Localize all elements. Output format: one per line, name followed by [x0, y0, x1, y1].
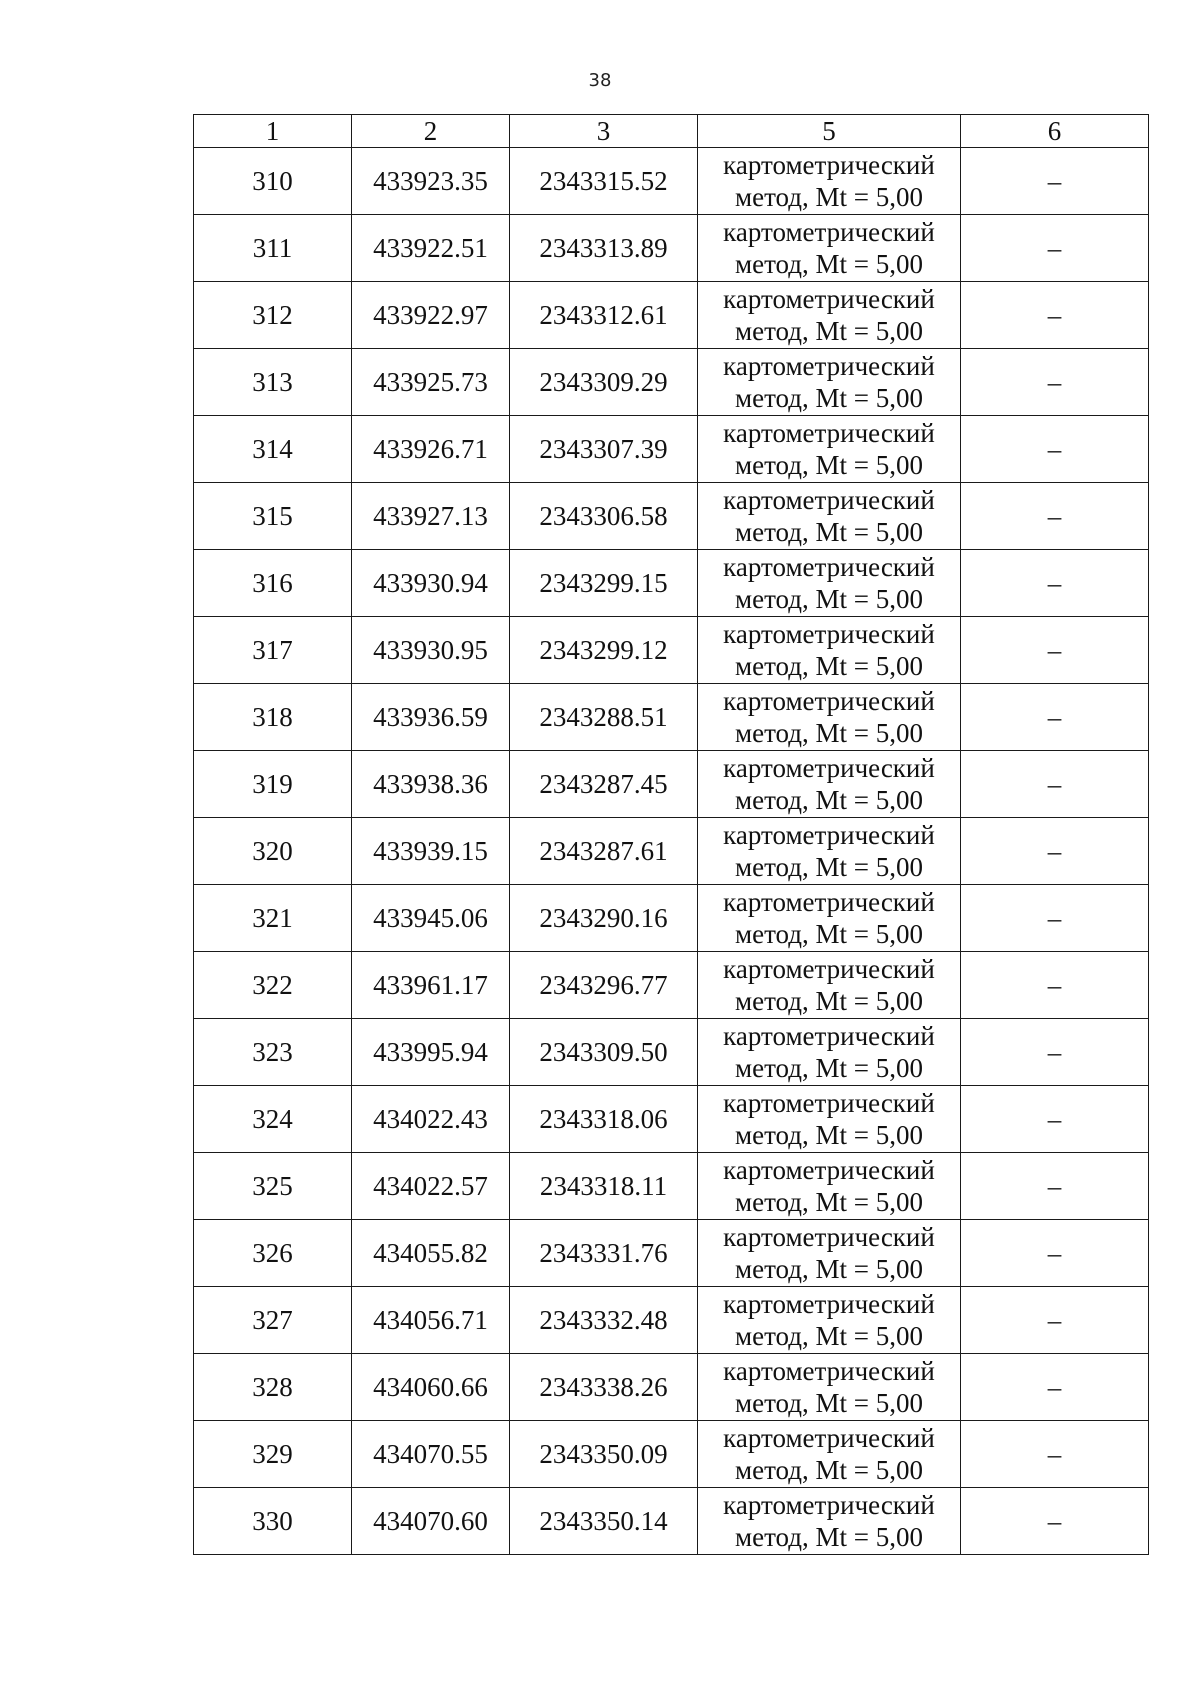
x-coordinate-cell: 433930.95 [352, 617, 510, 684]
x-coordinate-cell: 433923.35 [352, 148, 510, 215]
method-name: картометрический [723, 820, 935, 850]
method-name: картометрический [723, 284, 935, 314]
table-row [194, 282, 1149, 349]
note-cell: – [961, 1086, 1149, 1153]
y-coordinate-cell: 2343318.06 [510, 1086, 698, 1153]
x-coordinate-cell: 434060.66 [352, 1354, 510, 1421]
y-coordinate-cell: 2343312.61 [510, 282, 698, 349]
header-col-2: 2 [352, 115, 510, 148]
point-number-cell: 314 [194, 416, 352, 483]
x-coordinate-cell: 433936.59 [352, 684, 510, 751]
table-row [194, 215, 1149, 282]
method-name: картометрический [723, 1490, 935, 1520]
table-row [194, 952, 1149, 1019]
table-row [194, 1019, 1149, 1086]
y-coordinate-cell: 2343290.16 [510, 885, 698, 952]
header-col-6: 6 [961, 115, 1149, 148]
y-coordinate-cell: 2343318.11 [510, 1153, 698, 1220]
y-coordinate-cell: 2343338.26 [510, 1354, 698, 1421]
y-coordinate-cell: 2343299.15 [510, 550, 698, 617]
table-row [194, 148, 1149, 215]
method-cell [698, 215, 961, 282]
method-cell [698, 1354, 961, 1421]
table-row [194, 617, 1149, 684]
point-number-cell: 317 [194, 617, 352, 684]
point-number-cell: 311 [194, 215, 352, 282]
method-accuracy: метод, Mt = 5,00 [735, 651, 923, 681]
method-accuracy: метод, Mt = 5,00 [735, 249, 923, 279]
point-number-cell: 321 [194, 885, 352, 952]
note-cell: – [961, 1153, 1149, 1220]
table-row [194, 1153, 1149, 1220]
x-coordinate-cell: 433938.36 [352, 751, 510, 818]
y-coordinate-cell: 2343309.50 [510, 1019, 698, 1086]
y-coordinate-cell: 2343307.39 [510, 416, 698, 483]
method-accuracy: метод, Mt = 5,00 [735, 1187, 923, 1217]
method-name: картометрический [723, 150, 935, 180]
point-number-cell: 312 [194, 282, 352, 349]
note-cell: – [961, 1287, 1149, 1354]
note-cell: – [961, 1421, 1149, 1488]
method-accuracy: метод, Mt = 5,00 [735, 1053, 923, 1083]
header-col-1: 1 [194, 115, 352, 148]
point-number-cell: 323 [194, 1019, 352, 1086]
method-name: картометрический [723, 418, 935, 448]
table-row [194, 349, 1149, 416]
table-header [194, 115, 1149, 148]
note-cell: – [961, 148, 1149, 215]
y-coordinate-cell: 2343332.48 [510, 1287, 698, 1354]
method-accuracy: метод, Mt = 5,00 [735, 919, 923, 949]
x-coordinate-cell: 434055.82 [352, 1220, 510, 1287]
coordinates-table [193, 114, 1149, 1555]
method-name: картометрический [723, 1289, 935, 1319]
y-coordinate-cell: 2343331.76 [510, 1220, 698, 1287]
note-cell: – [961, 483, 1149, 550]
table-row [194, 416, 1149, 483]
table-row [194, 483, 1149, 550]
note-cell: – [961, 1220, 1149, 1287]
point-number-cell: 329 [194, 1421, 352, 1488]
note-cell: – [961, 684, 1149, 751]
method-cell [698, 1019, 961, 1086]
y-coordinate-cell: 2343313.89 [510, 215, 698, 282]
x-coordinate-cell: 434022.57 [352, 1153, 510, 1220]
method-accuracy: метод, Mt = 5,00 [735, 785, 923, 815]
method-cell [698, 148, 961, 215]
y-coordinate-cell: 2343299.12 [510, 617, 698, 684]
point-number-cell: 330 [194, 1488, 352, 1555]
point-number-cell: 327 [194, 1287, 352, 1354]
point-number-cell: 318 [194, 684, 352, 751]
point-number-cell: 313 [194, 349, 352, 416]
method-accuracy: метод, Mt = 5,00 [735, 718, 923, 748]
method-cell [698, 1421, 961, 1488]
point-number-cell: 310 [194, 148, 352, 215]
method-accuracy: метод, Mt = 5,00 [735, 316, 923, 346]
note-cell: – [961, 215, 1149, 282]
table-row [194, 1287, 1149, 1354]
method-cell [698, 885, 961, 952]
note-cell: – [961, 550, 1149, 617]
header-col-3: 3 [510, 115, 698, 148]
x-coordinate-cell: 434070.55 [352, 1421, 510, 1488]
x-coordinate-cell: 433930.94 [352, 550, 510, 617]
method-name: картометрический [723, 217, 935, 247]
method-accuracy: метод, Mt = 5,00 [735, 1522, 923, 1552]
method-accuracy: метод, Mt = 5,00 [735, 1388, 923, 1418]
point-number-cell: 324 [194, 1086, 352, 1153]
method-name: картометрический [723, 1088, 935, 1118]
y-coordinate-cell: 2343288.51 [510, 684, 698, 751]
y-coordinate-cell: 2343350.09 [510, 1421, 698, 1488]
method-cell [698, 684, 961, 751]
method-cell [698, 617, 961, 684]
note-cell: – [961, 282, 1149, 349]
method-name: картометрический [723, 954, 935, 984]
note-cell: – [961, 617, 1149, 684]
header-row [194, 115, 1149, 148]
x-coordinate-cell: 433945.06 [352, 885, 510, 952]
table-row [194, 1220, 1149, 1287]
y-coordinate-cell: 2343309.29 [510, 349, 698, 416]
x-coordinate-cell: 433939.15 [352, 818, 510, 885]
method-name: картометрический [723, 753, 935, 783]
table-row [194, 550, 1149, 617]
note-cell: – [961, 1354, 1149, 1421]
method-cell [698, 416, 961, 483]
table-row [194, 684, 1149, 751]
point-number-cell: 322 [194, 952, 352, 1019]
method-name: картометрический [723, 1356, 935, 1386]
x-coordinate-cell: 433925.73 [352, 349, 510, 416]
method-name: картометрический [723, 1423, 935, 1453]
note-cell: – [961, 416, 1149, 483]
method-accuracy: метод, Mt = 5,00 [735, 986, 923, 1016]
note-cell: – [961, 818, 1149, 885]
point-number-cell: 319 [194, 751, 352, 818]
x-coordinate-cell: 434056.71 [352, 1287, 510, 1354]
note-cell: – [961, 1019, 1149, 1086]
x-coordinate-cell: 433995.94 [352, 1019, 510, 1086]
method-cell [698, 751, 961, 818]
note-cell: – [961, 349, 1149, 416]
method-accuracy: метод, Mt = 5,00 [735, 182, 923, 212]
table-row [194, 1488, 1149, 1555]
method-accuracy: метод, Mt = 5,00 [735, 584, 923, 614]
method-cell [698, 818, 961, 885]
method-accuracy: метод, Mt = 5,00 [735, 1455, 923, 1485]
point-number-cell: 315 [194, 483, 352, 550]
x-coordinate-cell: 433922.97 [352, 282, 510, 349]
table-row [194, 751, 1149, 818]
method-name: картометрический [723, 1155, 935, 1185]
method-name: картометрический [723, 552, 935, 582]
method-cell [698, 1488, 961, 1555]
point-number-cell: 316 [194, 550, 352, 617]
method-cell [698, 282, 961, 349]
table-row [194, 885, 1149, 952]
method-cell [698, 1153, 961, 1220]
method-accuracy: метод, Mt = 5,00 [735, 1254, 923, 1284]
x-coordinate-cell: 433926.71 [352, 416, 510, 483]
method-accuracy: метод, Mt = 5,00 [735, 383, 923, 413]
method-name: картометрический [723, 887, 935, 917]
x-coordinate-cell: 433922.51 [352, 215, 510, 282]
method-accuracy: метод, Mt = 5,00 [735, 1120, 923, 1150]
note-cell: – [961, 1488, 1149, 1555]
x-coordinate-cell: 433927.13 [352, 483, 510, 550]
method-name: картометрический [723, 485, 935, 515]
method-name: картометрический [723, 686, 935, 716]
method-name: картометрический [723, 1222, 935, 1252]
table-row [194, 1421, 1149, 1488]
method-cell [698, 1220, 961, 1287]
method-accuracy: метод, Mt = 5,00 [735, 1321, 923, 1351]
point-number-cell: 328 [194, 1354, 352, 1421]
y-coordinate-cell: 2343350.14 [510, 1488, 698, 1555]
note-cell: – [961, 751, 1149, 818]
page-number: 38 [588, 70, 612, 91]
point-number-cell: 320 [194, 818, 352, 885]
table-row [194, 818, 1149, 885]
point-number-cell: 326 [194, 1220, 352, 1287]
y-coordinate-cell: 2343315.52 [510, 148, 698, 215]
method-name: картометрический [723, 1021, 935, 1051]
y-coordinate-cell: 2343287.45 [510, 751, 698, 818]
method-name: картометрический [723, 619, 935, 649]
method-accuracy: метод, Mt = 5,00 [735, 450, 923, 480]
method-cell [698, 1287, 961, 1354]
x-coordinate-cell: 434022.43 [352, 1086, 510, 1153]
method-cell [698, 1086, 961, 1153]
header-col-5: 5 [698, 115, 961, 148]
method-name: картометрический [723, 351, 935, 381]
y-coordinate-cell: 2343296.77 [510, 952, 698, 1019]
method-cell [698, 349, 961, 416]
y-coordinate-cell: 2343306.58 [510, 483, 698, 550]
method-accuracy: метод, Mt = 5,00 [735, 517, 923, 547]
note-cell: – [961, 952, 1149, 1019]
y-coordinate-cell: 2343287.61 [510, 818, 698, 885]
method-cell [698, 483, 961, 550]
table-body [194, 148, 1149, 1555]
note-cell: – [961, 885, 1149, 952]
method-cell [698, 550, 961, 617]
point-number-cell: 325 [194, 1153, 352, 1220]
x-coordinate-cell: 434070.60 [352, 1488, 510, 1555]
method-cell [698, 952, 961, 1019]
table-row [194, 1354, 1149, 1421]
method-accuracy: метод, Mt = 5,00 [735, 852, 923, 882]
x-coordinate-cell: 433961.17 [352, 952, 510, 1019]
table-row [194, 1086, 1149, 1153]
